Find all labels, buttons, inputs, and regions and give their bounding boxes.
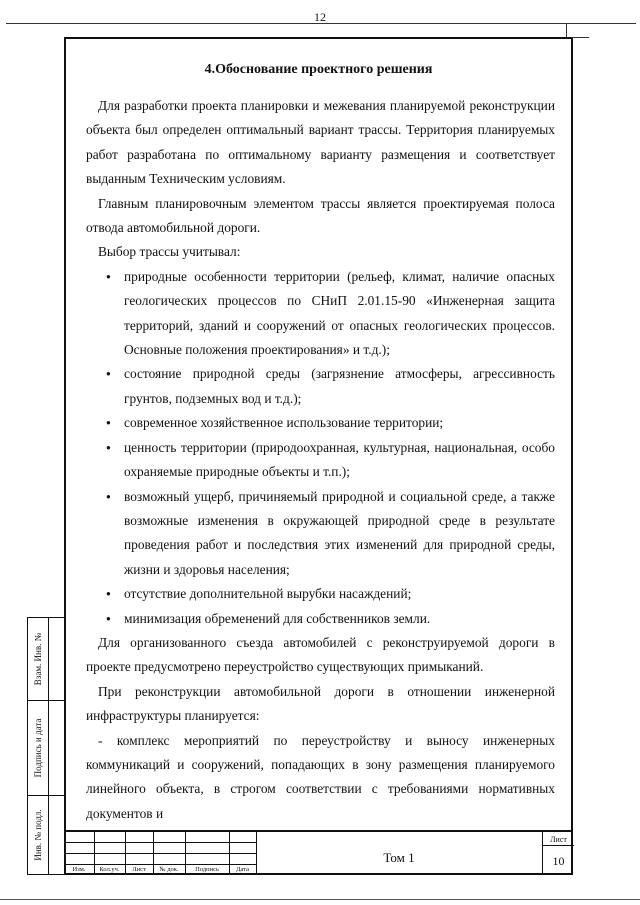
- frame-right-extension: [571, 37, 589, 38]
- list-item: ● возможный ущерб, причиняемый природной и социальной среде, а также возможные изменения в окружающей природной среде в результате проведения работ и последствия этих изменений для природной среды, жизни и здоровья населения;: [100, 485, 555, 583]
- grid-line: [64, 842, 256, 843]
- list-item: ● минимизация обременений для собственников земли.: [100, 607, 555, 631]
- top-border-line: [6, 23, 636, 24]
- paragraph: Для организованного съезда автомобилей с реконструируемой дороги в проекте предусмотрено переустройство существующих примыканий.: [86, 634, 555, 675]
- side-label-signature: Подпись и дата: [33, 718, 43, 777]
- paragraph: При реконструкции автомобильной дороги в отношении инженерной инфраструктуры планируется:: [86, 683, 555, 724]
- volume-label: Том 1: [383, 850, 415, 865]
- list-item: ● состояние природной среды (загрязнение атмосферы, агрессивность грунтов, подземных вод и т.д.);: [100, 362, 555, 411]
- grid-line: [64, 864, 256, 865]
- criteria-list: [86, 265, 555, 631]
- list-item: ● отсутствие дополнительной вырубки насаждений;: [100, 582, 555, 606]
- list-item: ● современное хозяйственное использование территории;: [100, 411, 555, 435]
- caption-count: Кол.уч.: [99, 866, 120, 873]
- side-label-replacement: Взам. Инв. №: [33, 632, 43, 686]
- paragraph: - комплекс мероприятий по переустройству и выносу инженерных коммуникаций и сооружений, попадающих в зону размещения планируемого линейного объекта, в строгом соответствии с требованиями нормативных документов и: [86, 732, 555, 821]
- paragraph: Главным планировочным элементом трассы является проектируемая полоса отвода автомобильной дороги.: [86, 195, 555, 236]
- side-cell-inventory: [28, 795, 48, 875]
- title-block: [64, 830, 573, 875]
- sheet-number: 10: [552, 854, 565, 868]
- list-item: ● ценность территории (природоохранная, культурная, национальная, особо охраняемые природные объекты и т.п.);: [100, 436, 555, 485]
- caption-date: Дата: [236, 866, 249, 873]
- caption-doc-number: № док.: [159, 866, 179, 873]
- grid-line: [64, 853, 256, 854]
- section-title: 4.Обоснование проектного решения: [204, 62, 433, 77]
- title-block-grid: [64, 832, 256, 875]
- paragraph: Выбор трассы учитывал:: [98, 244, 241, 260]
- bottom-edge-line: [0, 899, 640, 900]
- side-cell-signature: [28, 700, 48, 795]
- page-number: 12: [314, 10, 326, 24]
- list-item: ● природные особенности территории (рельеф, климат, наличие опасных геологических процессов по СНиП 2.01.15-90 «Инженерная защита территорий, зданий и сооружений от опасных геологических процессов. Основные положения проектирования» и т.д.);: [100, 265, 555, 363]
- paragraph: Для разработки проекта планировки и межевания планируемой реконструкции объекта был определен оптимальный вариант трассы. Территория планируемых работ разработана по оптимальному варианту размещения и соответствует выданным Техническим условиям.: [86, 98, 555, 187]
- document-body: [86, 94, 555, 826]
- side-stamp-strip: [27, 617, 64, 875]
- side-strip-divider: [48, 618, 49, 874]
- sheet-box: [542, 832, 574, 875]
- caption-sheet: Лист: [132, 866, 146, 873]
- side-label-inventory: Инв. № подл.: [33, 809, 43, 861]
- side-cell-replacement: [28, 618, 48, 700]
- sheet-label: Лист: [543, 835, 574, 846]
- top-right-tick: [566, 23, 567, 37]
- caption-signature: Подпись: [195, 866, 219, 873]
- caption-change: Изм.: [72, 866, 86, 873]
